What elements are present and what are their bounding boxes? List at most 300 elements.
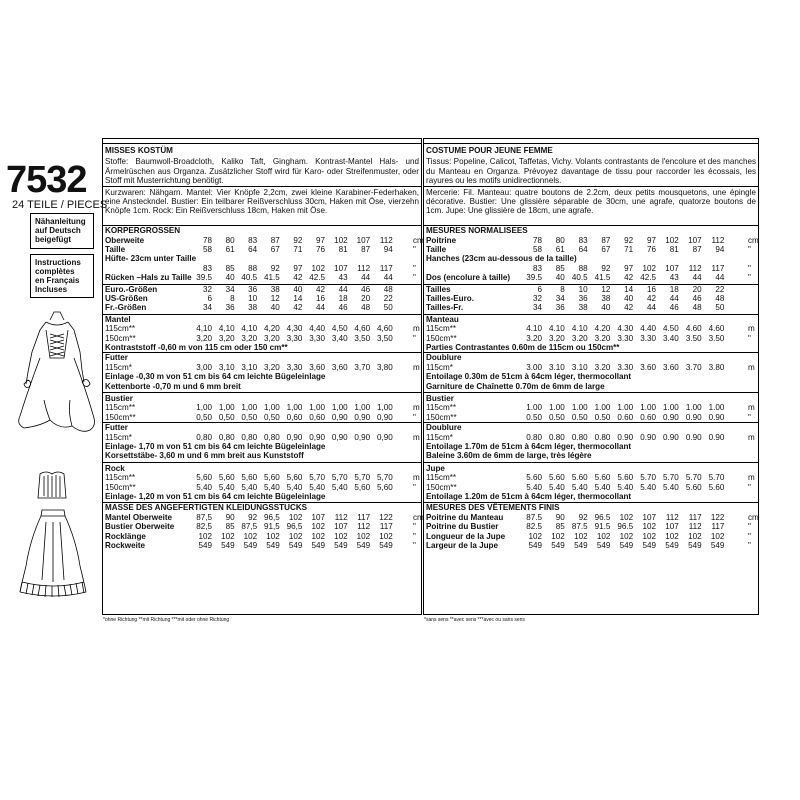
interfacing-line: Einlage- 1,20 m von 51 cm bis 64 cm leichte Bügeleinlage [105,492,326,501]
size-label-row-value: 34 [555,294,565,303]
body-size-row-value: 61 [555,245,565,254]
body-size-row-value: 83 [202,263,212,273]
finished-row-value: 96.5 [617,522,634,532]
finished-row-value: 549 [619,541,634,550]
yardage-row-value: 5,60 [377,482,393,492]
yardage-row-value: 4.20 [594,324,611,334]
section-title: MISSES KOSTÜM [105,146,173,155]
finished-row-value: 90 [555,512,565,522]
yardage-row-unit: m [413,324,420,334]
finished-row-value: 549 [198,541,212,550]
yardage-row-value: 0,90 [331,412,348,422]
body-size-row-value: 97 [315,235,325,245]
yardage-row-value: 0,50 [218,412,235,422]
size-label-row-value: 32 [532,294,542,303]
body-size-row-value: 64 [578,245,588,254]
yardage-row-label: 115cm** [426,324,456,334]
yardage-row-value: 3.30 [617,333,634,343]
finished-row-value: 102 [574,531,588,541]
size-label-row-value: 36 [555,303,565,313]
footnote-de: *ohne Richtung **mit Richtung ***mit oder ohne Richtung [103,617,230,623]
body-size-row-value: 107 [356,235,371,245]
yardage-row-value: 1.00 [571,403,588,413]
lining-row-value: 3.00 [526,362,542,372]
finished-row-value: 107 [334,522,348,532]
garment-title: Rock [105,463,125,473]
lining-row-value: 0.90 [663,432,679,442]
finished-row-value: 102 [221,531,235,541]
finished-row-value: 102 [288,531,303,541]
yardage-row-value: 4,30 [286,324,303,334]
yardage-row-value: 3.50 [685,333,702,343]
yardage-row-value: 5.40 [594,482,611,492]
size-label-row-value: 20 [361,294,371,303]
yardage-row-unit: " [413,333,416,343]
yardage-row-label: 150cm** [426,482,457,492]
body-size-row-value: 58 [202,245,212,254]
body-size-row-value: 97 [624,263,634,273]
size-label-row-value: 38 [248,303,258,313]
body-size-row-value: 44 [715,273,725,283]
yardage-row-value: 5.60 [617,473,634,483]
finished-row-unit: " [748,531,751,541]
lining-row-value: 3.80 [708,362,725,372]
finished-measures-title: MESURES DES VÊTEMENTS FINIS [426,503,560,513]
finished-row-label: Bustier Oberweite [105,522,175,532]
finished-row-value: 92 [578,512,588,522]
lining-row-value: 0,90 [286,432,303,442]
boning-line: Korsettstäbe- 3,60 m und 6 mm breit aus Kunststoff [105,451,304,461]
pattern-number: 7532 [6,159,87,201]
finished-row-value: 549 [665,541,679,550]
yardage-row-value: 5.40 [640,482,656,492]
lining-row-value: 3.60 [640,362,656,372]
finished-row-unit: " [413,522,416,532]
finished-row-unit: " [748,522,751,532]
yardage-row-value: 4.40 [640,324,656,334]
yardage-row-value: 5.60 [526,473,542,483]
size-label-row-value: 40 [270,303,280,313]
yardage-row-unit: m [413,403,420,413]
body-size-row-value: 88 [248,263,258,273]
body-size-row-unit: " [413,263,416,273]
size-label-row-value: 16 [646,284,656,294]
yardage-row-value: 0.50 [571,412,588,422]
lining-title: Doublure [426,353,462,363]
finished-row-value: 122 [710,512,725,522]
size-label-row-label: Tailles-Fr. [426,303,464,313]
yardage-row-value: 4.60 [708,324,725,334]
finished-row-value: 91.5 [594,522,611,532]
body-size-row-label: Dos (encolure à taille) [426,273,511,283]
box-fr-line: en Français [35,276,80,285]
body-size-row-value: 112 [711,235,725,245]
body-size-row-value: 67 [601,245,611,254]
size-label-row-value: 44 [669,294,679,303]
yardage-row-value: 1,00 [264,403,280,413]
yardage-row-value: 5,70 [354,473,371,483]
lining-row-value: 3,10 [241,362,258,372]
yardage-row-value: 4,10 [218,324,235,334]
body-size-row-value: 107 [665,263,679,273]
lining-title: Futter [105,423,128,433]
size-label-row-value: 14 [624,284,634,294]
finished-row-value: 85 [555,522,565,532]
yardage-row-value: 5.40 [663,482,679,492]
yardage-row-value: 5.70 [708,473,725,483]
yardage-row-value: 0,90 [354,412,371,422]
yardage-row-label: 115cm** [105,324,135,334]
size-label-row-value: 48 [715,294,725,303]
yardage-row-label: 115cm** [105,403,135,413]
lining-row-value: 0,90 [309,432,325,442]
yardage-row-value: 0,50 [196,412,212,422]
body-size-row-value: 107 [688,235,702,245]
yardage-row-label: 115cm** [426,473,456,483]
lining-row-value: 3,80 [377,362,393,372]
yardage-row-value: 5,40 [196,482,212,492]
size-label-row-value: 8 [560,284,565,294]
body-size-row-value: 92 [293,235,303,245]
yardage-row-value: 5,40 [331,482,348,492]
size-label-row-label: Tailles-Euro. [426,294,474,303]
lining-row-label: 115cm* [105,432,132,442]
finished-row-value: 112 [334,512,348,522]
yardage-row-value: 1,00 [331,403,348,413]
finished-row-unit: " [748,541,751,550]
finished-row-value: 549 [642,541,656,550]
lining-row-value: 0,80 [264,432,280,442]
size-label-row-value: 48 [361,303,371,313]
body-size-row-value: 117 [711,263,725,273]
finished-row-value: 549 [266,541,280,550]
body-size-row-value: 97 [293,263,303,273]
yardage-row-value: 4,60 [354,324,371,334]
lining-row-value: 3,60 [309,362,325,372]
yardage-row-value: 0.60 [640,412,656,422]
finished-row-value: 87,5 [241,522,258,532]
lining-row-value: 3,30 [286,362,303,372]
finished-row-value: 102 [243,531,258,541]
interfacing-line: Entoilage 1.70m de 51cm à 64cm léger, thermocollant [426,442,632,451]
yardage-row-value: 3,30 [309,333,325,343]
lining-row-label: 115cm* [105,362,132,372]
body-size-row-value: 71 [293,245,303,254]
finished-row-value: 90 [225,512,235,522]
size-label-row-value: 8 [230,294,235,303]
size-label-row-value: 20 [692,284,702,294]
body-size-row-value: 92 [601,263,611,273]
yardage-row-value: 1.00 [594,403,611,413]
body-size-row-label: Taille [426,245,447,254]
body-size-row-label: Hüfte- 23cm unter Taille [105,254,197,264]
finished-row-value: 102 [710,531,725,541]
yardage-row-value: 3.20 [526,333,542,343]
finished-measures-title: MASSE DES ANGEFERTIGTEN KLEIDUNGSSTUCKS [105,503,308,513]
yardage-row-value: 1.00 [708,403,725,413]
finished-row-value: 102 [528,531,542,541]
fabrics-text: Stoffe: Baumwoll-Broadcloth, Kaliko Taft, Gingham. Kontrast-Mantel Hals- und Ärmelrüschen aus Organza. Zusätzlicher Stoff wird für Karo- oder Streifenmuster, oder Stoff mit Musterrichtung benötigt. [105,157,419,186]
divider [423,186,759,187]
finished-row-value: 87,5 [196,512,212,522]
body-size-row-value: 83 [532,263,542,273]
finished-row-value: 96.5 [594,512,611,522]
yardage-row-value: 0.50 [526,412,542,422]
finished-row-value: 102 [334,531,348,541]
body-size-row-value: 102 [311,263,325,273]
yardage-row-value: 5.70 [685,473,702,483]
trim-line: Garniture de Chaînette 0.70m de 6mm de large [426,381,605,391]
yardage-row-value: 5.40 [571,482,588,492]
skirt-drawing [20,510,86,597]
yardage-row-value: 3.50 [708,333,725,343]
yardage-row-value: 3,50 [377,333,393,343]
finished-row-value: 117 [688,512,702,522]
body-size-row-value: 76 [315,245,325,254]
yardage-row-value: 4,20 [264,324,280,334]
body-size-row-value: 87 [601,235,611,245]
lining-row-value: 0.80 [526,432,542,442]
lining-row-label: 115cm* [426,362,453,372]
yardage-row-value: 3.20 [571,333,588,343]
yardage-row-value: 4.10 [571,324,588,334]
body-size-row-value: 44 [692,273,702,283]
finished-row-value: 549 [688,541,702,550]
yardage-row-value: 3,20 [241,333,258,343]
yardage-row-label: 115cm** [105,473,135,483]
yardage-row-value: 0,60 [309,412,325,422]
yardage-row-value: 5.40 [549,482,565,492]
finished-row-unit: " [413,541,416,550]
finished-row-value: 549 [288,541,303,550]
body-size-row-value: 67 [270,245,280,254]
divider [423,143,759,144]
lining-row-unit: m [748,432,755,442]
lining-row-value: 0.80 [594,432,611,442]
yardage-row-value: 4.10 [549,324,565,334]
sizes-title: MESURES NORMALISEES [426,226,528,236]
body-size-row-value: 81 [338,245,348,254]
yardage-row-value: 0,50 [264,412,280,422]
size-label-row-value: 48 [692,303,702,313]
body-size-row-value: 83 [578,235,588,245]
contrast-line: Parties Contrastantes 0.60m de 115cm ou 150cm** [426,343,620,352]
finished-row-value: 549 [710,541,725,550]
yardage-row-value: 5.70 [663,473,679,483]
size-label-row-value: 42 [315,284,325,294]
body-size-row-value: 88 [578,263,588,273]
size-label-row-value: 40 [293,284,303,294]
body-size-row-value: 43 [669,273,679,283]
body-size-row-value: 94 [715,245,725,254]
body-size-row-value: 102 [642,263,656,273]
finished-row-label: Mantel Oberweite [105,512,173,522]
body-size-row-value: 81 [669,245,679,254]
divider [102,462,422,463]
body-size-row-value: 85 [225,263,235,273]
yardage-row-value: 3,50 [354,333,371,343]
yardage-row-value: 0.60 [617,412,634,422]
yardage-row-unit: " [748,333,751,343]
body-size-row-value: 85 [555,263,565,273]
yardage-row-value: 4.50 [663,324,679,334]
yardage-row-value: 0,90 [377,412,393,422]
yardage-row-value: 5.40 [617,482,634,492]
yardage-row-value: 4,10 [196,324,212,334]
yardage-row-value: 5.60 [708,482,725,492]
body-size-row-value: 41.5 [594,273,611,283]
yardage-row-value: 5.40 [526,482,542,492]
lining-row-value: 0,90 [354,432,371,442]
lining-row-unit: m [413,432,420,442]
finished-row-value: 112 [665,512,679,522]
finished-row-value: 102 [311,531,325,541]
finished-row-value: 96,5 [286,522,303,532]
yardage-row-value: 5,40 [286,482,303,492]
lining-row-unit: m [748,362,755,372]
lining-row-value: 0,80 [196,432,212,442]
lining-row-value: 0.90 [685,432,702,442]
body-size-row-label: Rücken –Hals zu Taille [105,273,192,283]
body-size-row-value: 42 [293,273,303,283]
body-size-row-value: 92 [270,263,280,273]
size-label-row-value: 40 [624,294,634,303]
finished-row-value: 102 [665,531,679,541]
yardage-row-value: 1.00 [685,403,702,413]
divider [102,186,422,187]
finished-row-label: Poitrine du Manteau [426,512,504,522]
yardage-row-unit: m [748,403,755,413]
lining-row-value: 3,10 [218,362,235,372]
box-de-line: Nähanleitung [35,217,86,226]
garment-title: Bustier [426,394,454,403]
yardage-row-value: 1,00 [377,403,393,413]
body-size-row-value: 58 [532,245,542,254]
body-size-row-value: 102 [334,235,348,245]
yardage-row-value: 5,60 [218,473,235,483]
finished-row-label: Rocklänge [105,531,146,541]
size-label-row-value: 38 [270,284,280,294]
yardage-row-value: 1.00 [640,403,656,413]
body-size-row-unit: " [748,263,751,273]
yardage-row-value: 0.90 [685,412,702,422]
yardage-row-value: 1,00 [218,403,235,413]
yardage-row-label: 150cm** [426,333,457,343]
yardage-row-value: 5,40 [218,482,235,492]
size-label-row-value: 32 [202,284,212,294]
yardage-row-label: 115cm** [426,403,456,413]
lining-row-value: 3.10 [571,362,588,372]
footnote-fr: *sans sens **avec sens ***avec ou sans sens [424,617,525,623]
body-size-row-value: 64 [248,245,258,254]
body-size-row-unit: " [748,245,751,254]
finished-row-unit: cm [413,512,424,522]
german-instructions-box [30,213,94,249]
body-size-row-label: Poitrine [426,235,457,245]
size-label-row-value: 50 [383,303,393,313]
box-de-line: beigefügt [35,235,71,244]
finished-row-value: 87.5 [526,512,542,522]
contrast-line: Kontraststoff -0,60 m von 115 cm oder 150 cm** [105,343,288,352]
yardage-row-value: 5.60 [571,473,588,483]
trim-line: Kettenborte -0,70 m und 6 mm breit [105,381,241,391]
yardage-row-value: 3,40 [331,333,348,343]
body-size-row-value: 41.5 [264,273,280,283]
yardage-row-value: 4,60 [377,324,393,334]
lining-row-value: 0,80 [241,432,258,442]
lining-row-value: 3,70 [354,362,371,372]
lining-title: Doublure [426,423,462,433]
yardage-row-value: 3.40 [663,333,679,343]
size-label-row-value: 22 [715,284,725,294]
garment-title: Bustier [105,394,133,403]
finished-row-value: 102 [356,531,371,541]
finished-row-value: 102 [596,531,611,541]
box-de-line: auf Deutsch [35,226,81,235]
size-label-row-label: Fr.-Größen [105,303,147,313]
size-label-row-value: 48 [383,284,393,294]
finished-row-value: 107 [665,522,679,532]
yardage-row-value: 5,40 [241,482,258,492]
yardage-row-value: 1,00 [309,403,325,413]
yardage-row-value: 5,60 [264,473,280,483]
yardage-row-value: 5,40 [264,482,280,492]
interfacing-line: Entoilage 1.20m de 51cm à 64cm léger, thermocollant [426,492,632,501]
body-size-row-value: 42.5 [309,273,325,283]
size-label-row-value: 44 [338,284,348,294]
finished-row-value: 102 [379,531,393,541]
finished-row-value: 82.5 [526,522,542,532]
size-label-row-value: 10 [578,284,588,294]
finished-row-value: 102 [198,531,212,541]
finished-row-label: Poitrine du Bustier [426,522,499,532]
divider [102,352,422,353]
yardage-row-unit: " [413,412,416,422]
lining-row-value: 3.20 [594,362,611,372]
body-size-row-value: 112 [688,263,702,273]
finished-row-value: 549 [243,541,258,550]
size-label-row-value: 38 [578,303,588,313]
size-label-row-value: 40 [601,303,611,313]
finished-row-value: 102 [266,531,280,541]
notions-text: Mercerie: Fil. Manteau: quatre boutons de 2.2cm, deux petits mousquetons, une épingle décorative. Bustier: Une glissière séparable de 30cm, une agrafe, quatorze boutons de 1cm. Jupe: Une glissière de 18cm, une agrafe. [426,187,756,216]
finished-row-label: Rockweite [105,541,146,550]
size-label-row-value: 6 [207,294,212,303]
yardage-row-value: 1.00 [617,403,634,413]
size-label-row-value: 42 [624,303,634,313]
finished-row-value: 117 [711,522,725,532]
lining-row-value: 3,60 [331,362,348,372]
size-label-row-value: 36 [578,294,588,303]
garment-illustration [10,300,102,600]
yardage-row-value: 1,00 [196,403,212,413]
body-size-row-value: 107 [334,263,348,273]
yardage-row-value: 0,50 [241,412,258,422]
lining-row-value: 0.90 [708,432,725,442]
body-size-row-value: 97 [646,235,656,245]
body-size-row-value: 76 [646,245,656,254]
size-label-row-value: 46 [669,303,679,313]
finished-row-value: 107 [311,512,325,522]
finished-row-value: 112 [688,522,702,532]
body-size-row-value: 43 [338,273,348,283]
finished-row-unit: cm [748,512,759,522]
yardage-row-value: 1,00 [241,403,258,413]
size-label-row-value: 38 [601,294,611,303]
finished-row-value: 102 [642,531,656,541]
lining-row-value: 3.10 [549,362,565,372]
yardage-row-unit: m [413,473,420,483]
